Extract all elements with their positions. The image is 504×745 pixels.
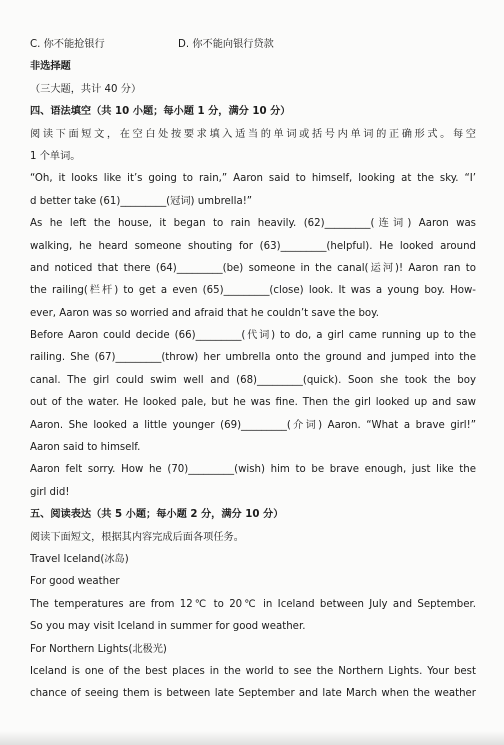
passage-line: the railing(栏杆) to get a even (65)_________(close) look. It was a young boy. How- <box>30 285 476 297</box>
non-choice-heading: 非选择题 <box>30 61 71 73</box>
reading-line: For Northern Lights(北极光) <box>30 643 167 655</box>
passage-line: As he left the house, it began to rain heavily. (62)_________(连词) Aaron was <box>30 218 476 230</box>
passage-line: railing. She (67)_________(throw) her umbrella onto the ground and jumped into the <box>30 352 476 364</box>
reading-line: The temperatures are from 12℃ to 20℃ in Iceland between July and September. <box>30 598 476 610</box>
passage-line: Aaron felt sorry. How he (70)_________(wish) him to be brave enough, just like the <box>30 464 476 476</box>
option-c: C. 你不能抢银行 <box>30 39 105 50</box>
scan-edge-shadow <box>0 731 504 745</box>
answer-options-row <box>30 34 476 56</box>
reading-line: chance of seeing them is between late September and late March when the weather <box>30 688 476 700</box>
reading-line: Iceland is one of the best places in the world to see the Northern Lights. Your best <box>30 665 476 677</box>
grammar-instruction-line: 阅读下面短文，在空白处按要求填入适当的单词或括号内单词的正确形式。每空 <box>30 128 476 140</box>
grammar-instruction-line: 1 个单词。 <box>30 150 81 162</box>
grammar-section-heading: 四、语法填空（共 10 小题；每小题 1 分，满分 10 分） <box>30 106 291 118</box>
passage-line: canal. The girl could swim well and (68)_________(quick). Soon she took the boy <box>30 374 476 386</box>
reading-line: For good weather <box>30 576 120 588</box>
reading-instruction: 阅读下面短文，根据其内容完成后面各项任务。 <box>30 531 244 543</box>
reading-section-heading: 五、阅读表达（共 5 小题；每小题 2 分，满分 10 分） <box>30 509 284 521</box>
passage-line: ever, Aaron was so worried and afraid that he couldn’t save the boy. <box>30 307 379 319</box>
option-d: D. 你不能向银行贷款 <box>178 39 274 50</box>
passage-line: out of the water. He looked pale, but he was fine. Then the girl looked up and saw <box>30 397 476 409</box>
non-choice-note: （三大题，共计 40 分） <box>30 83 142 95</box>
passage-line: Before Aaron could decide (66)_________(代词) to do, a girl came running up to the <box>30 330 476 342</box>
passage-line: Aaron. She looked a little younger (69)_________(介词) Aaron. “What a brave girl!” <box>30 419 476 431</box>
passage-line: girl did! <box>30 486 70 498</box>
passage-line: d better take (61)_________(冠词) umbrella!” <box>30 195 253 207</box>
passage-line: and noticed that there (64)_________(be) someone in the canal(运河)! Aaron ran to <box>30 262 476 274</box>
passage-line: Aaron said to himself. <box>30 442 141 454</box>
reading-line: Travel Iceland(冰岛) <box>30 553 129 565</box>
passage-line: “Oh, it looks like it’s going to rain,” Aaron said to himself, looking at the sky. “I’ <box>30 173 476 185</box>
reading-line: So you may visit Iceland in summer for good weather. <box>30 621 306 633</box>
passage-line: walking, he heard someone shouting for (63)_________(helpful). He looked around <box>30 240 476 252</box>
